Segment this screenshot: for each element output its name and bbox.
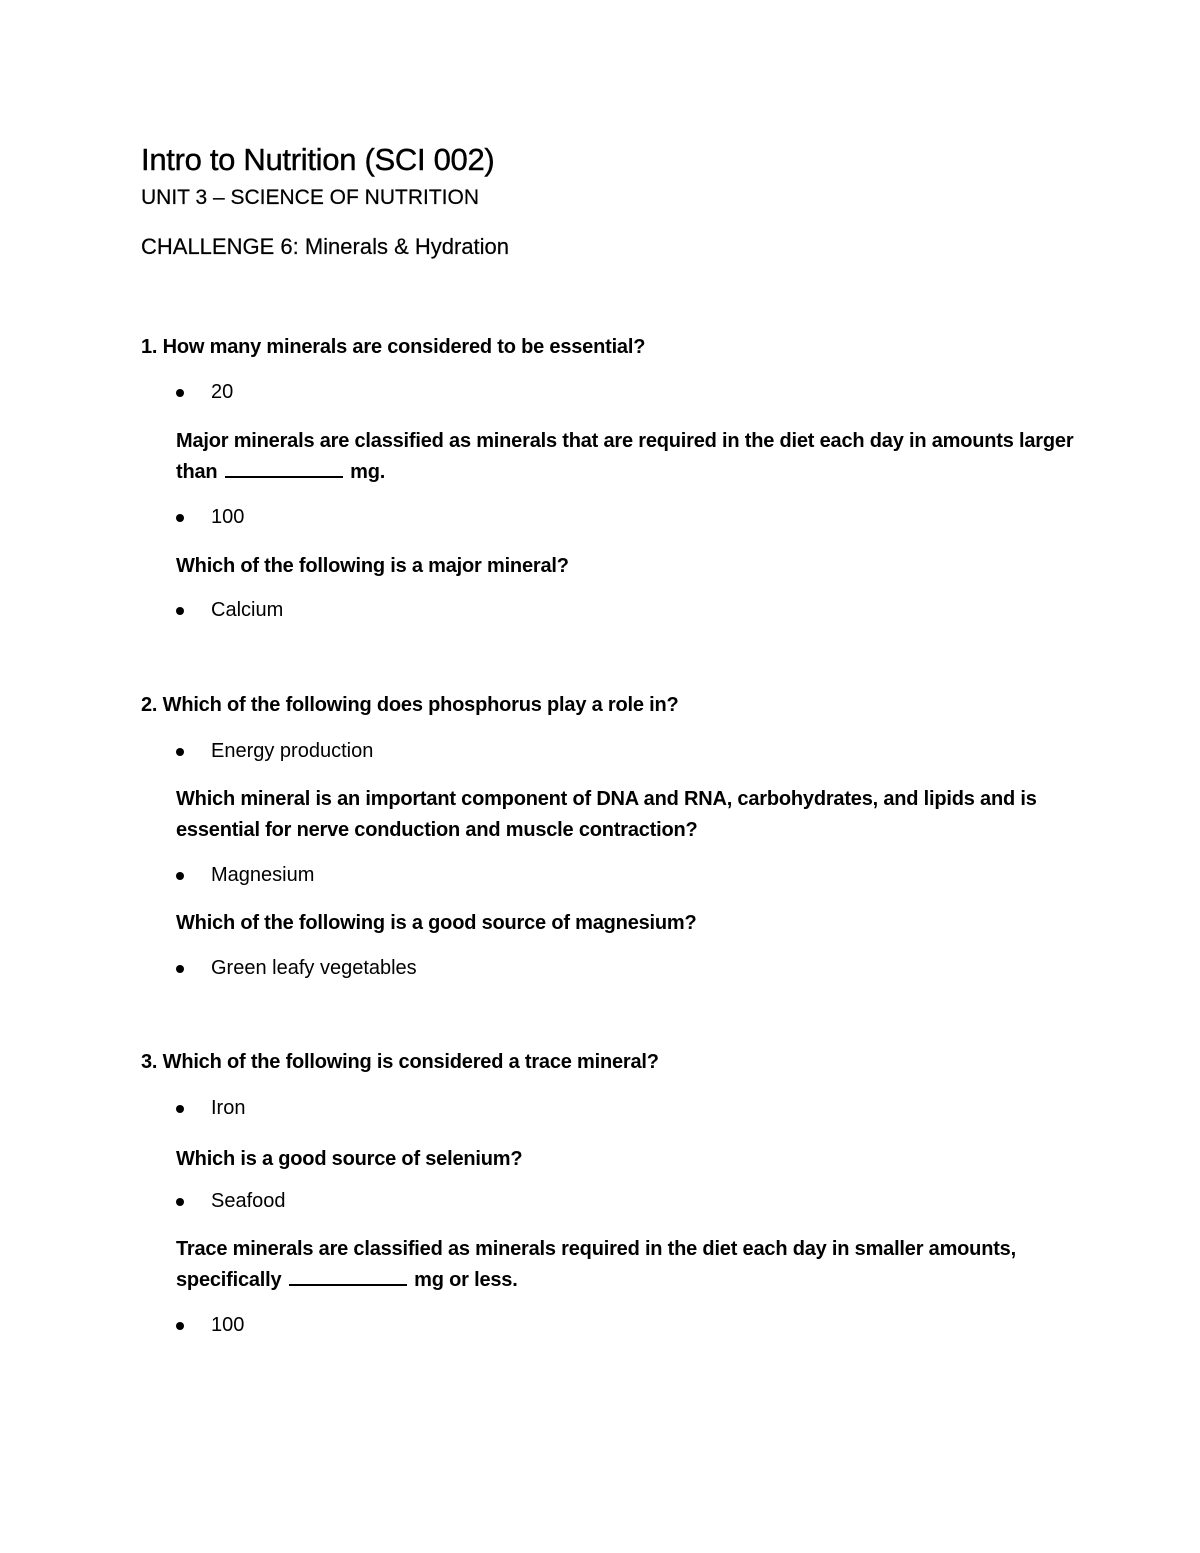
sub-question: Which of the following is a good source of magnesium? — [176, 912, 697, 934]
answer-item — [176, 1314, 244, 1337]
sub-question-text: Major minerals are classified as minerals that are required in the diet each day in amounts larger than — [176, 430, 1074, 483]
bullet-icon — [176, 607, 184, 615]
sub-question-suffix: mg. — [350, 461, 386, 483]
answer-text: 100 — [211, 1314, 245, 1336]
answer-text: Calcium — [211, 599, 284, 621]
bullet-icon — [176, 1322, 184, 1330]
answer-item — [176, 599, 283, 622]
answer-text: Magnesium — [211, 864, 315, 886]
answer-text: Energy production — [211, 740, 374, 762]
answer-item — [176, 1190, 286, 1213]
answer-text: Iron — [211, 1097, 246, 1119]
answer-text: Seafood — [211, 1190, 286, 1212]
bullet-icon — [176, 748, 184, 756]
sub-question — [176, 1234, 1076, 1296]
bullet-icon — [176, 1105, 184, 1113]
answer-text: Green leafy vegetables — [211, 957, 417, 979]
answer-item — [176, 381, 233, 404]
answer-text: 20 — [211, 381, 234, 403]
document-title: Intro to Nutrition (SCI 002) — [141, 142, 495, 177]
bullet-icon — [176, 1198, 184, 1206]
sub-question-text: Trace minerals are classified as minerals required in the diet each day in smaller amounts, specifically — [176, 1238, 1016, 1291]
sub-question-suffix: mg or less. — [414, 1269, 518, 1291]
challenge-heading: CHALLENGE 6: Minerals & Hydration — [141, 234, 510, 259]
answer-item — [176, 506, 244, 529]
sub-question — [176, 426, 1076, 488]
sub-question: Which is a good source of selenium? — [176, 1148, 523, 1170]
answer-item — [176, 740, 373, 763]
sub-question: Which mineral is an important component of DNA and RNA, carbohydrates, and lipids and is essential for nerve conduction and muscle contraction? — [176, 788, 1037, 841]
answer-text: 100 — [211, 506, 245, 528]
unit-heading: UNIT 3 – SCIENCE OF NUTRITION — [141, 186, 479, 209]
question-2: 2. Which of the following does phosphorus play a role in? — [141, 694, 679, 716]
answer-item — [176, 957, 417, 980]
answer-item — [176, 1097, 245, 1120]
answer-item — [176, 864, 314, 887]
bullet-icon — [176, 389, 184, 397]
bullet-icon — [176, 514, 184, 522]
sub-question: Which of the following is a major mineral? — [176, 555, 569, 577]
question-3: 3. Which of the following is considered a trace mineral? — [141, 1051, 659, 1073]
answer-blank — [289, 1266, 407, 1286]
question-1: 1. How many minerals are considered to be essential? — [141, 336, 646, 358]
bullet-icon — [176, 872, 184, 880]
answer-blank — [225, 458, 343, 478]
bullet-icon — [176, 965, 184, 973]
